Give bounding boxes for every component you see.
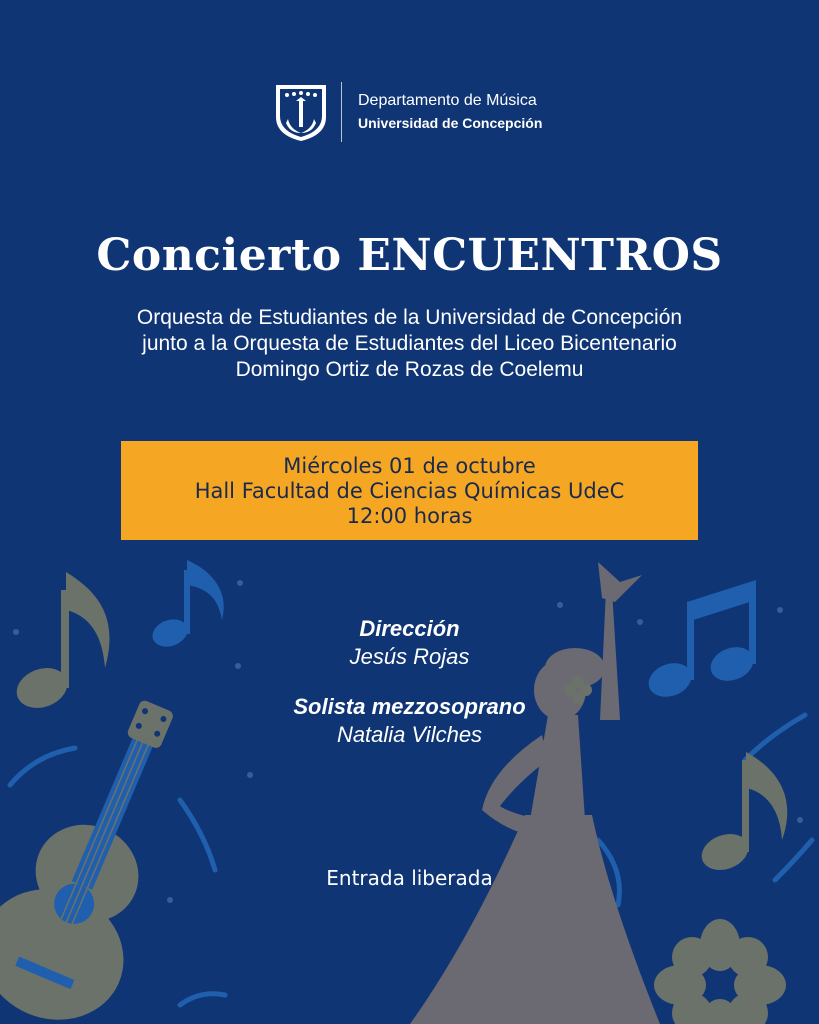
soloist-label: Solista mezzosoprano [293,694,526,719]
header-divider [341,82,342,142]
event-title: Concierto ENCUENTROS [96,230,723,281]
event-date: Miércoles 01 de octubre [283,454,536,478]
university-name: Universidad de Concepción [358,115,543,131]
event-time: 12:00 horas [346,504,473,528]
event-subtitle [0,305,819,383]
header [0,78,819,148]
university-crest-icon [274,83,328,143]
credits-spacer [0,671,819,693]
entry-info: Entrada liberada [326,866,493,890]
direction-label: Dirección [359,616,460,641]
flower-icon [654,919,786,1024]
direction-name: Jesús Rojas [349,644,470,669]
credits [0,615,819,749]
subtitle-line: Orquesta de Estudiantes de la Universidad de Concepción [136,306,683,329]
music-note-icon [697,752,788,876]
soloist-name: Natalia Vilches [336,722,483,747]
subtitle-line: junto a la Orquesta de Estudiantes del Liceo Bicentenario [142,332,677,355]
department-name: Departamento de Música [358,92,537,109]
event-venue: Hall Facultad de Ciencias Químicas UdeC [194,479,625,503]
subtitle-line: Domingo Ortiz de Rozas de Coelemu [235,358,584,381]
event-details-box [121,441,698,540]
